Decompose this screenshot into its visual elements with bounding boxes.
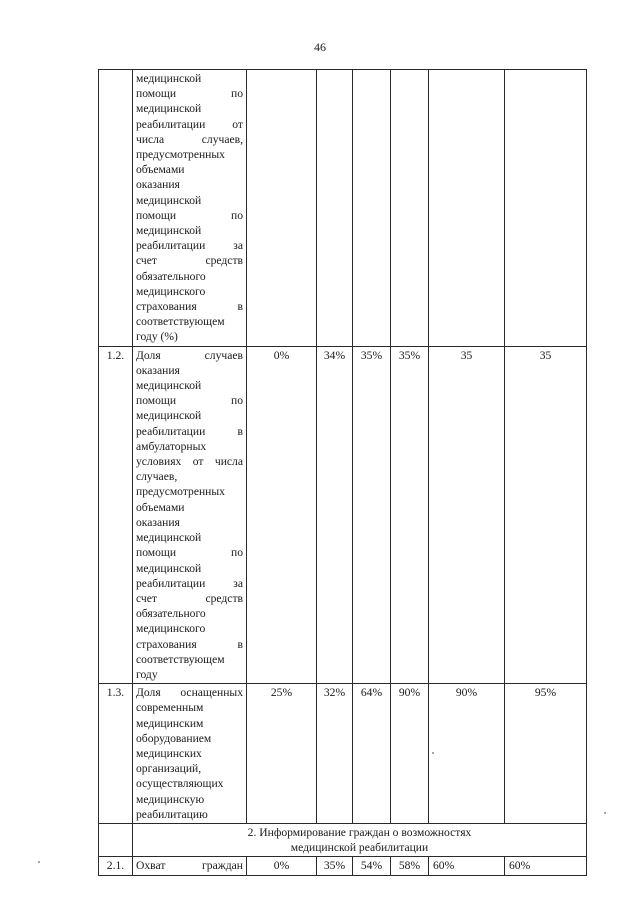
indicator-name-line: случаев, [136,470,178,484]
indicator-name-line: помощи по [136,546,243,560]
indicator-name-line: оказания [136,178,180,192]
indicator-name-line: счет средств [136,254,243,268]
value-cell: 90% [429,684,505,824]
indicator-name-cell [133,70,247,347]
indicator-name-line: медицинскую [136,792,205,806]
indicator-name-line: реабилитации от [136,117,243,131]
indicator-name-line: помощи по [136,87,243,101]
scan-speck [38,861,40,863]
row-number-cell: 2.1. [99,857,133,875]
value-cell [429,70,505,347]
value-cell: 25% [247,684,317,824]
indicator-name-line: условиях от числа [136,455,243,469]
row-number-cell: 1.3. [99,684,133,824]
value-cell: 90% [391,684,429,824]
section-heading-line: 2. Информирование граждан о возможностях [247,825,472,839]
indicator-table [98,69,587,876]
row-number-cell [99,70,133,347]
value-cell: 60% [429,857,505,875]
indicator-name-line: объемами [136,163,185,177]
indicator-name-line: помощи по [136,394,243,408]
value-cell: 35% [317,857,353,875]
value-cell: 0% [247,346,317,683]
indicator-name-line: реабилитации в [136,424,243,438]
indicator-name-line: медицинской [136,224,202,238]
indicator-name-line: страхования в [136,637,243,651]
indicator-name-cell [133,857,247,875]
scan-speck [432,752,434,754]
indicator-name-line: медицинским [136,716,204,730]
indicator-name-line: обязательного [136,269,206,283]
value-cell: 34% [317,346,353,683]
indicator-name-cell [133,684,247,824]
value-cell: 95% [505,684,587,824]
indicator-name-line: медицинской [136,102,202,116]
table-row [99,346,587,683]
indicator-name-line: помощи по [136,208,243,222]
indicator-name-line: медицинской [136,379,202,393]
indicator-name-line: реабилитации за [136,239,243,253]
indicator-name-line: осуществляющих [136,777,224,791]
table-row [99,684,587,824]
table-body [99,70,587,876]
value-cell: 32% [317,684,353,824]
indicator-name-line: реабилитацию [136,807,208,821]
indicator-name-line: предусмотренных [136,485,225,499]
indicator-name-line: объемами [136,500,185,514]
value-cell: 35% [353,346,391,683]
indicator-name-line: счет средств [136,591,243,605]
indicator-name-line: медицинской [136,193,202,207]
indicator-name-cell [133,346,247,683]
value-cell [391,70,429,347]
value-cell: 54% [353,857,391,875]
indicator-name-line: амбулаторных [136,439,207,453]
indicator-name-line: современным [136,701,204,715]
indicator-name-line: медицинской [136,72,202,85]
value-cell: 35 [505,346,587,683]
indicator-name-line: медицинского [136,284,206,298]
indicator-name-line: медицинской [136,531,202,545]
table-row [99,857,587,875]
indicator-name-line: предусмотренных [136,148,225,162]
value-cell [353,70,391,347]
indicator-name-line: медицинской [136,409,202,423]
value-cell [317,70,353,347]
value-cell: 64% [353,684,391,824]
section-heading-line: медицинской реабилитации [290,841,429,855]
value-cell: 58% [391,857,429,875]
indicator-name-line: числа случаев, [136,132,243,146]
section-heading [133,823,587,856]
value-cell: 35 [429,346,505,683]
scan-speck [604,812,606,814]
indicator-name-line: медицинских [136,746,202,760]
indicator-name-line: соответствующем [136,652,225,666]
indicator-name-line: оказания [136,363,180,377]
indicator-name-line: соответствующем [136,315,225,329]
indicator-name-line: медицинской [136,561,202,575]
indicator-name-line: реабилитации за [136,576,243,590]
section-row [99,823,587,856]
indicator-name-line: Доля случаев [136,348,243,362]
indicator-name-line: оказания [136,515,180,529]
table-row [99,70,587,347]
indicator-name-line: медицинского [136,622,206,636]
indicator-name-line: обязательного [136,607,206,621]
section-spacer-cell [99,823,133,856]
indicator-name-line: Доля оснащенных [136,686,243,700]
value-cell [247,70,317,347]
value-cell: 0% [247,857,317,875]
indicator-name-line: году (%) [136,330,178,344]
value-cell: 35% [391,346,429,683]
indicator-name-line: страхования в [136,300,243,314]
indicator-name-line: организаций, [136,762,202,776]
value-cell [505,70,587,347]
page-number: 46 [314,40,326,54]
row-number-cell: 1.2. [99,346,133,683]
indicator-name-line: году [136,667,158,681]
indicator-name-line: оборудованием [136,731,212,745]
indicator-name-line: Охват граждан [136,859,243,873]
value-cell: 60% [505,857,587,875]
